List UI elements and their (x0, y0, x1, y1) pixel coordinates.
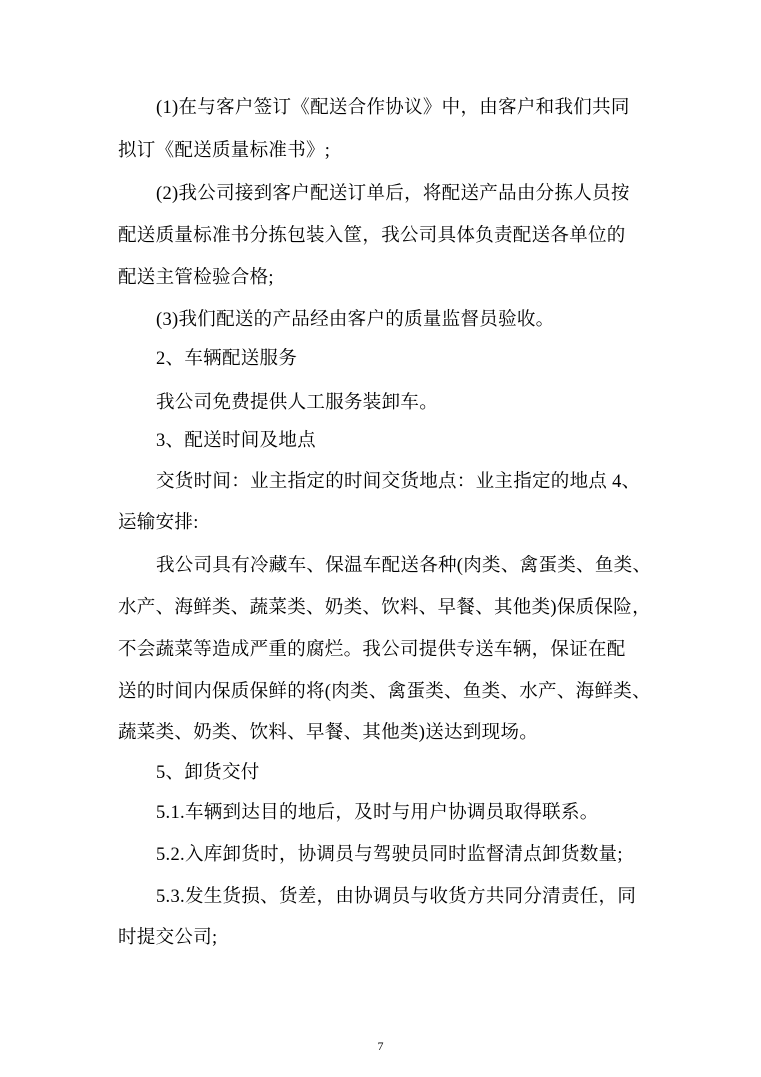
paragraph-line: 运输安排: (118, 513, 199, 533)
paragraph-line: 交货时间：业主指定的时间交货地点：业主指定的地点 4、 (156, 472, 641, 492)
paragraph-line: 送的时间内保质保鲜的将(肉类、禽蛋类、鱼类、水产、海鲜类、 (118, 682, 651, 702)
paragraph-line: 我公司具有冷藏车、保温车配送各种(肉类、禽蛋类、鱼类、 (156, 556, 652, 576)
paragraph-line: 5.2.入库卸货时，协调员与驾驶员同时监督清点卸货数量; (156, 845, 623, 865)
section-heading: 2、车辆配送服务 (156, 349, 298, 369)
paragraph-line: (1)在与客户签订《配送合作协议》中，由客户和我们共同 (156, 98, 630, 118)
paragraph-line: 配送主管检验合格; (118, 268, 274, 288)
paragraph-line: (2)我公司接到客户配送订单后，将配送产品由分拣人员按 (156, 184, 630, 204)
paragraph-line: 时提交公司; (118, 928, 218, 948)
paragraph-line: (3)我们配送的产品经由客户的质量监督员验收。 (156, 310, 555, 330)
paragraph-line: 蔬菜类、奶类、饮料、早餐、其他类)送达到现场。 (118, 723, 539, 743)
paragraph-line: 拟订《配送质量标准书》; (118, 141, 331, 161)
section-heading: 5、卸货交付 (156, 763, 260, 783)
paragraph-line: 我公司免费提供人工服务装卸车。 (156, 393, 439, 413)
paragraph-line: 配送质量标准书分拣包装入筐，我公司具体负责配送各单位的 (118, 226, 626, 246)
paragraph-line: 不会蔬菜等造成严重的腐烂。我公司提供专送车辆，保证在配 (118, 640, 626, 660)
paragraph-line: 水产、海鲜类、蔬菜类、奶类、饮料、早餐、其他类)保质保险， (118, 598, 651, 618)
section-heading: 3、配送时间及地点 (156, 431, 316, 451)
page-number: 7 (377, 1039, 384, 1053)
paragraph-line: 5.1.车辆到达目的地后，及时与用户协调员取得联系。 (156, 803, 599, 823)
paragraph-line: 5.3.发生货损、货差，由协调员与收货方共同分清责任，同 (156, 887, 637, 907)
